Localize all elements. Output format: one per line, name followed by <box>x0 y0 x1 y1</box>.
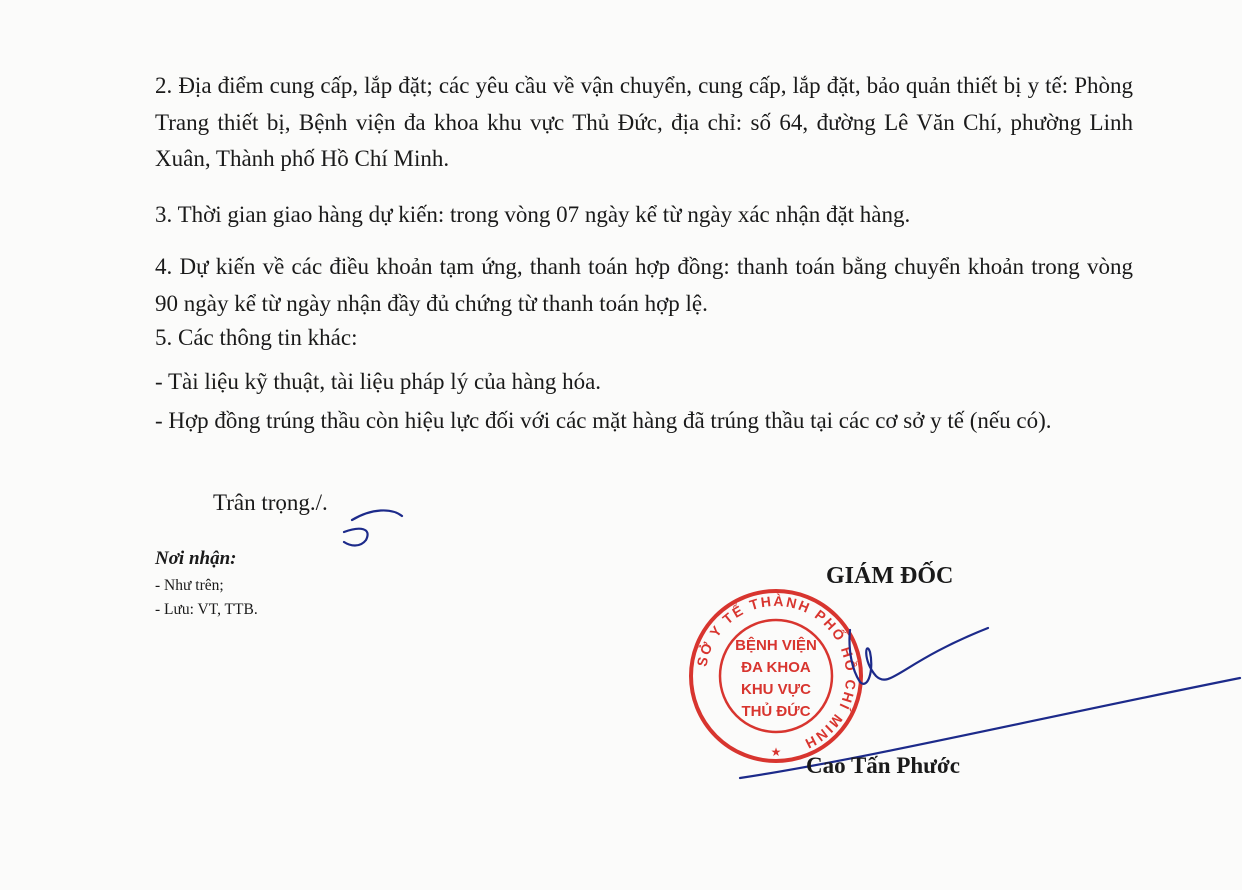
closing-text: Trân trọng./. <box>213 490 328 515</box>
paragraph-contracts: - Hợp đồng trúng thầu còn hiệu lực đối với các mặt hàng đã trúng thầu tại các cơ sở y tế (nếu có). <box>155 408 1052 433</box>
recipient-item: - Lưu: VT, TTB. <box>155 601 258 618</box>
paragraph-other-info: 5. Các thông tin khác: <box>155 325 358 350</box>
recipient-item: - Như trên; <box>155 577 224 594</box>
director-title: GIÁM ĐỐC <box>826 563 954 589</box>
paragraph-delivery-time: 3. Thời gian giao hàng dự kiến: trong vòng 07 ngày kể từ ngày xác nhận đặt hàng. <box>155 202 911 227</box>
paragraph-payment-terms: 4. Dự kiến về các điều khoản tạm ứng, thanh toán hợp đồng: thanh toán bằng chuyển khoản trong vòng 90 ngày kể từ ngày nhận đầy đủ chứng từ thanh toán hợp lệ. <box>155 254 1133 316</box>
recipients-title: Nơi nhận: <box>155 548 237 569</box>
seal-line: THỦ ĐỨC <box>741 703 811 720</box>
director-name: Cao Tấn Phước <box>806 753 960 778</box>
seal-line: KHU VỰC <box>741 681 811 698</box>
seal-line: BỆNH VIỆN <box>735 637 817 654</box>
director-signature <box>849 628 988 684</box>
seal-line: ĐA KHOA <box>741 659 811 676</box>
initial-mark <box>344 510 402 545</box>
official-seal <box>688 588 864 764</box>
seal-ring-text: SỞ Y TẾ THÀNH PHỐ HỒ CHÍ MINH <box>693 592 860 753</box>
paragraph-technical-docs: - Tài liệu kỹ thuật, tài liệu pháp lý của hàng hóa. <box>155 369 602 394</box>
paragraph-delivery-location: 2. Địa điểm cung cấp, lắp đặt; các yêu cầu về vận chuyển, cung cấp, lắp đặt, bảo quản thiết bị y tế: Phòng Trang thiết bị, Bệnh viện đa khoa khu vực Thủ Đức, địa chỉ: số 64, đường Lê Văn Chí, phường Linh Xuân, Thành phố Hồ Chí Minh. <box>155 73 1133 171</box>
seal-star-icon: ★ <box>770 745 782 759</box>
